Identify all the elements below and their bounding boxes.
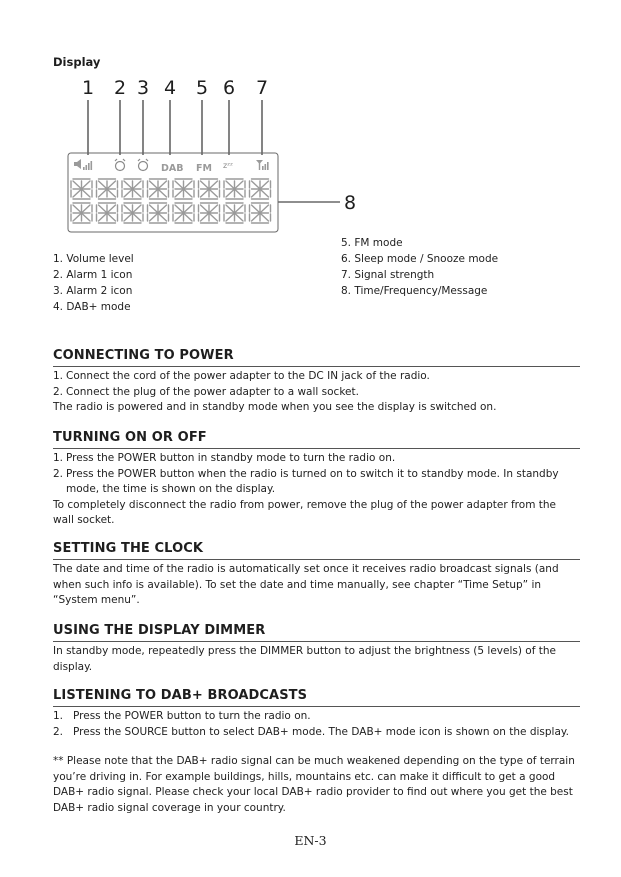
section-heading: USING THE DISPLAY DIMMER [53,622,580,642]
signal-strength-icon [256,160,269,170]
segment [99,214,107,221]
section-turning-on-off [53,429,580,529]
section-display-dimmer [53,622,580,675]
segment [150,205,158,212]
segment [83,181,91,188]
segment [150,190,158,197]
segment [99,181,107,188]
legend-right [341,235,498,299]
segment [261,205,269,212]
segment [201,214,209,221]
segment [83,214,91,221]
segment [261,181,269,188]
segment-cell [250,203,271,223]
callout-number-4: 4 [164,77,177,99]
segment [226,205,234,212]
segment [175,190,183,197]
segment [108,214,116,221]
segment [73,214,81,221]
segment [99,205,107,212]
segment-cell [97,203,118,223]
segment-cell [71,203,92,223]
note-paragraph: ** Please note that the DAB+ radio signal can be much weakened depending on the type of terrain you’re driving in. For example buildings, hills, mountains etc. can make it difficult to get a good DAB+ radio signal. Please check your local DAB+ radio provider to find out where you get the best DAB+ radio signal coverage in your country. [53,755,575,814]
segment [83,190,91,197]
segment [185,190,193,197]
list-item [53,467,580,498]
segment [226,214,234,221]
segment [210,190,218,197]
segment-cell [199,203,220,223]
list-text: Press the POWER button to turn the radio on. [73,710,311,722]
segment [73,190,81,197]
segment [99,190,107,197]
callout-number-1: 1 [82,77,95,99]
segment [236,190,244,197]
segment [108,205,116,212]
section-dab-broadcasts [53,687,580,816]
lcd-illustration [53,76,373,236]
legend-item: 5. FM mode [341,237,403,249]
fm-indicator: FM [196,163,212,174]
segment [83,205,91,212]
callout-number-3: 3 [137,77,150,99]
legend-item: 7. Signal strength [341,269,435,281]
segment [108,190,116,197]
legend-item: 6. Sleep mode / Snooze mode [341,253,499,265]
segment [124,205,132,212]
page-number: EN-3 [294,833,327,848]
leader-lines [88,100,340,202]
segment-cell [224,203,245,223]
section-heading: SETTING THE CLOCK [53,540,580,560]
segment [124,214,132,221]
callout-number-8: 8 [344,192,357,214]
paragraph: To completely disconnect the radio from power, remove the plug of the power adapter from the wall socket. [53,498,556,526]
legend-item: 2. Alarm 1 icon [53,269,133,281]
list-text: Press the POWER button in standby mode to turn the radio on. [66,452,396,464]
volume-icon [74,159,92,170]
list-text: Connect the cord of the power adapter to the DC IN jack of the radio. [66,370,430,382]
segment-cell [122,179,143,199]
segment [175,214,183,221]
segment-cell [173,179,194,199]
segment [210,181,218,188]
lcd-diagram [53,76,373,236]
segment [73,181,81,188]
callout-number-2: 2 [114,77,127,99]
segment [252,181,260,188]
segment [175,205,183,212]
segment-cell [71,179,92,199]
segment [134,181,142,188]
callout-number-6: 6 [223,77,236,99]
segment [134,214,142,221]
list-item [53,385,580,401]
segment [236,181,244,188]
list-item [53,369,580,385]
segment [185,205,193,212]
segment [159,214,167,221]
legend-item: 1. Volume level [53,253,134,265]
segment [201,181,209,188]
alarm-2-icon [138,159,148,171]
segment-cell [148,203,169,223]
segment [108,181,116,188]
legend-item: 4. DAB+ mode [53,301,131,313]
legend-item: 3. Alarm 2 icon [53,285,133,297]
segment [185,181,193,188]
segment [159,181,167,188]
list-text: Press the SOURCE button to select DAB+ mode. The DAB+ mode icon is shown on the display. [73,725,569,738]
section-connecting-power [53,347,580,416]
segment [252,205,260,212]
segment [226,190,234,197]
list-number: 2. [53,725,64,738]
callout-number-5: 5 [196,77,209,99]
list-number: 1. [53,370,64,382]
list-number: 2. [53,467,64,480]
segment [134,190,142,197]
paragraph: The radio is powered and in standby mode when you see the display is switched on. [53,401,497,413]
snooze-indicator: zᶻᶻ [223,161,234,170]
alarm-1-icon [115,159,125,171]
section-heading: CONNECTING TO POWER [53,347,580,367]
list-text: Connect the plug of the power adapter to a wall socket. [66,385,359,398]
legend-item: 8. Time/Frequency/Message [341,285,488,297]
list-item [53,725,580,741]
segment-cell [122,203,143,223]
segment-cell [97,179,118,199]
list-number: 2. [53,385,64,398]
segment [236,214,244,221]
segment [201,205,209,212]
segment-cell [148,179,169,199]
segment-cell [199,179,220,199]
segment [159,190,167,197]
list-item [53,709,580,725]
segment [261,214,269,221]
segment [261,190,269,197]
segment [124,190,132,197]
segment-cell [224,179,245,199]
segment [159,205,167,212]
section-setting-clock [53,540,580,609]
section-heading: LISTENING TO DAB+ BROADCASTS [53,687,580,707]
segment [210,214,218,221]
section-heading: TURNING ON OR OFF [53,429,580,449]
callout-number-7: 7 [256,77,269,99]
list-number: 1. [53,452,64,464]
legend-left [53,251,134,315]
segment [185,214,193,221]
segment [150,214,158,221]
segment [201,190,209,197]
list-text: Press the POWER button when the radio is turned on to switch it to standby mode. In standby mode, the time is shown on the display. [66,467,559,495]
display-title: Display [53,55,101,69]
segment [210,205,218,212]
paragraph: The date and time of the radio is automatically set once it receives radio broadcast signals (and when such info is available). To set the date and time manually, see chapter “Time Setup” in “System menu”. [53,563,559,606]
segment [175,181,183,188]
dab-indicator: DAB [161,163,184,174]
segment [73,205,81,212]
segment [124,181,132,188]
segment-cell [250,179,271,199]
list-number: 1. [53,710,64,722]
list-item [53,451,580,467]
paragraph: In standby mode, repeatedly press the DIMMER button to adjust the brightness (5 levels) of the display. [53,645,556,673]
segment [252,214,260,221]
segment [226,181,234,188]
segment-cell [173,203,194,223]
segment-display [71,179,271,223]
segment [134,205,142,212]
segment [150,181,158,188]
segment [236,205,244,212]
segment [252,190,260,197]
